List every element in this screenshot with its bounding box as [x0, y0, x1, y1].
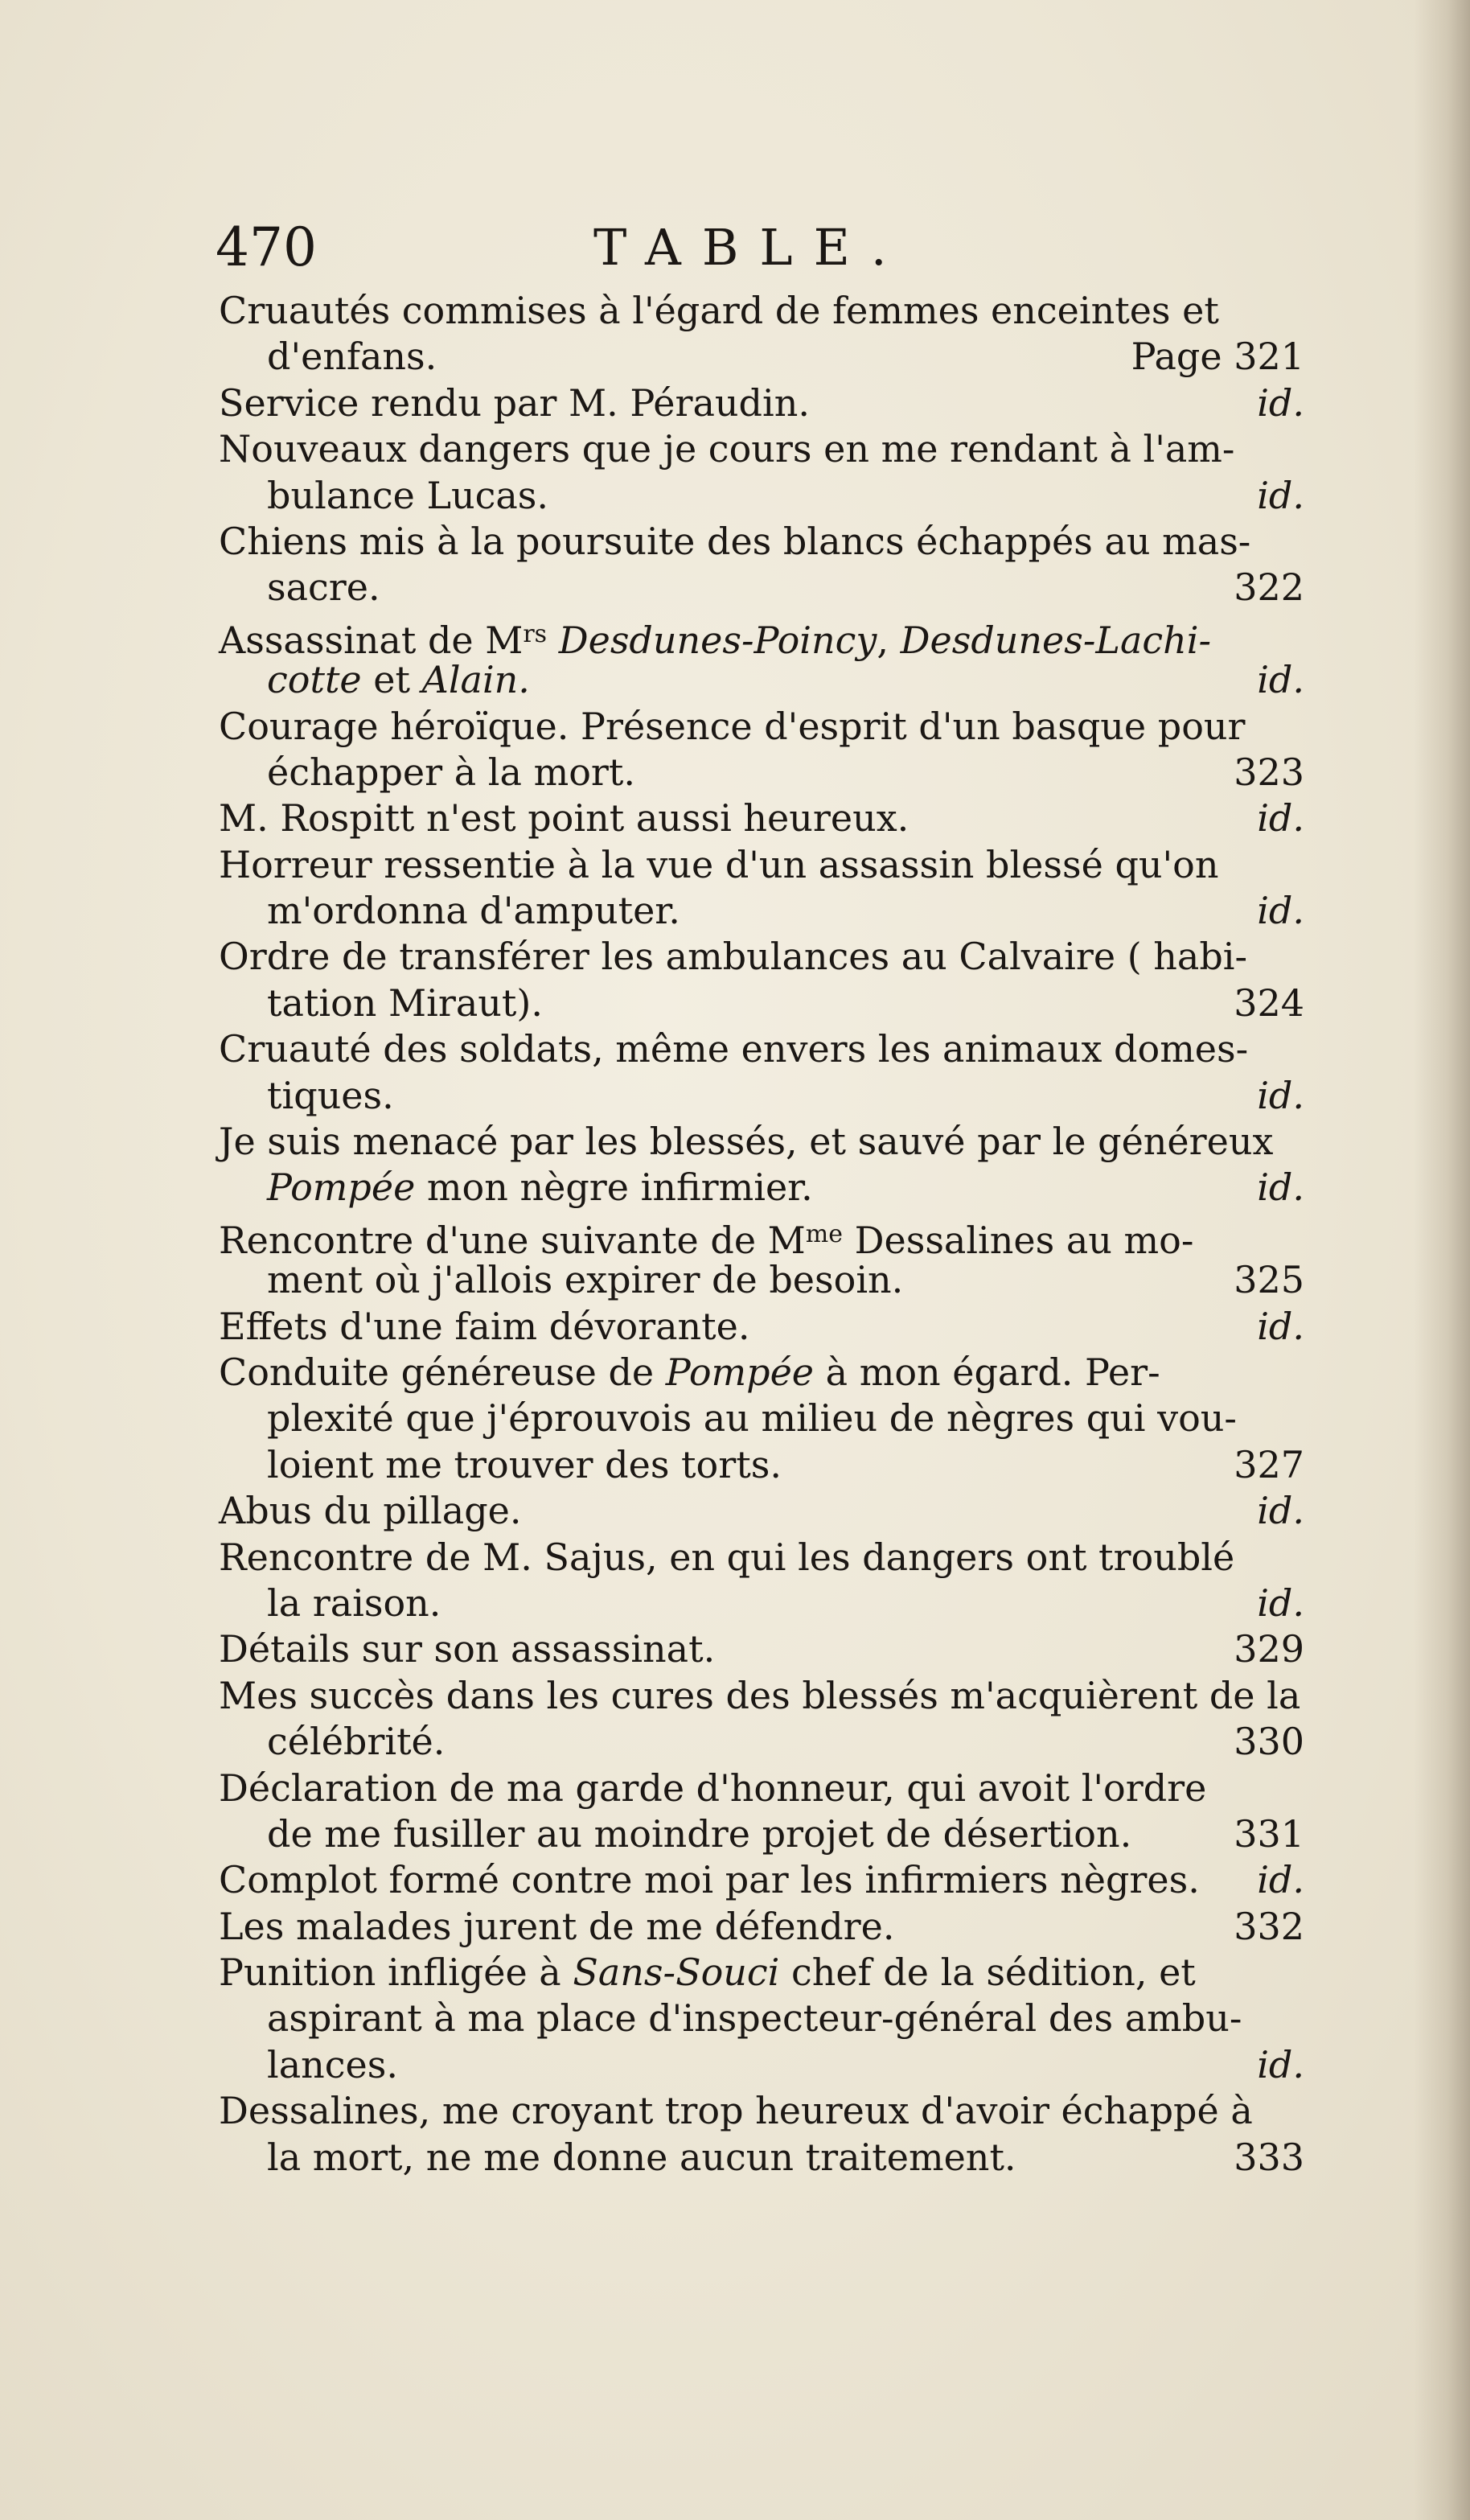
toc-page-ref: 327	[1234, 1442, 1304, 1486]
toc-entry-name: Desdunes-Poincy	[547, 618, 877, 662]
toc-entry-text: tiques.	[267, 1073, 394, 1117]
toc-page-ref: id.	[1257, 380, 1304, 425]
toc-entry-text: tation Miraut).	[267, 980, 543, 1025]
toc-superscript: rs	[523, 619, 548, 648]
toc-entry-text: plexité que j'éprouvois au milieu de nègres qui vou-	[267, 1396, 1237, 1441]
toc-entry-text: M. Rospitt n'est point aussi heureux.	[219, 796, 910, 841]
toc-entry-text: célébrité.	[267, 1720, 446, 1764]
toc-entry-text: bulance Lucas.	[267, 473, 549, 517]
page-gutter-shadow	[1414, 0, 1470, 2520]
toc-entry	[219, 704, 1304, 796]
toc-page-ref: id.	[1257, 796, 1304, 841]
toc-page-ref: 330	[1234, 1720, 1304, 1764]
toc-page-ref: id.	[1257, 1165, 1304, 1210]
toc-entry-text: Cruauté des soldats, même envers les animaux domes-	[219, 1027, 1249, 1071]
toc-entry-name: Alain.	[421, 658, 530, 702]
toc-entry-text: chef de la sédition, et	[779, 1951, 1196, 1995]
toc-entry-text: échapper à la mort.	[267, 750, 635, 794]
toc-entry	[219, 1904, 1304, 1950]
toc-entry-text: Abus du pillage.	[219, 1489, 522, 1533]
toc-entry	[219, 1535, 1304, 1627]
page-number: 470	[216, 216, 317, 278]
toc-page-ref: id.	[1257, 473, 1304, 517]
toc-entry-name: Sans-Souci	[573, 1951, 780, 1995]
toc-entry-text: Service rendu par M. Péraudin.	[219, 380, 810, 425]
toc-entry-text: Horreur ressentie à la vue d'un assassin blessé qu'on	[219, 842, 1219, 886]
table-of-contents	[219, 288, 1304, 2181]
toc-entry-text: la mort, ne me donne aucun traitement.	[267, 2135, 1016, 2179]
toc-entry	[219, 380, 1304, 426]
toc-page-ref: id.	[1257, 1073, 1304, 1117]
toc-entry	[219, 519, 1304, 611]
toc-page-ref: 329	[1234, 1627, 1304, 1671]
toc-entry-text: Conduite généreuse de	[219, 1350, 666, 1394]
toc-entry	[219, 1673, 1304, 1766]
toc-entry-text: Rencontre d'une suivante de M	[219, 1218, 806, 1262]
toc-superscript: me	[805, 1219, 843, 1248]
toc-entry-text: aspirant à ma place d'inspecteur-général des ambu-	[267, 1996, 1242, 2041]
toc-entry-text: Mes succès dans les cures des blessés m'acquièrent de la	[219, 1673, 1301, 1717]
toc-entry	[219, 288, 1304, 380]
toc-entry-text: sacre.	[267, 565, 380, 610]
toc-entry	[219, 611, 1304, 704]
toc-entry	[219, 1304, 1304, 1350]
toc-entry-text: ment où j'allois expirer de besoin.	[267, 1258, 904, 1302]
toc-entry-text: lances.	[267, 2042, 398, 2086]
toc-entry-text: Nouveaux dangers que je cours en me rendant à l'am-	[219, 427, 1235, 471]
toc-entry-text: Rencontre de M. Sajus, en qui les dangers ont troublé	[219, 1535, 1235, 1579]
toc-entry-text: Dessalines au mo-	[842, 1218, 1194, 1262]
toc-entry-text: Déclaration de ma garde d'honneur, qui avoit l'ordre	[219, 1766, 1207, 1810]
toc-entry	[219, 1211, 1304, 1304]
toc-entry-text: mon nègre infirmier.	[415, 1165, 813, 1210]
toc-entry-text: Je suis menacé par les blessés, et sauvé par le généreux	[219, 1120, 1274, 1164]
toc-entry-text: Ordre de transférer les ambulances au Calvaire ( habi-	[219, 935, 1248, 979]
toc-entry	[219, 1626, 1304, 1672]
toc-entry	[219, 2088, 1304, 2181]
toc-entry-text: et	[361, 658, 422, 702]
toc-page-ref: 333	[1234, 2135, 1304, 2179]
toc-entry-name: Pompée	[665, 1350, 815, 1394]
toc-page-ref: id.	[1257, 889, 1304, 933]
toc-entry-text: Détails sur son assassinat.	[219, 1627, 716, 1671]
toc-entry-text: d'enfans.	[267, 335, 437, 379]
toc-entry-text: ,	[877, 618, 901, 662]
page-header	[216, 211, 1317, 285]
toc-entry	[219, 934, 1304, 1026]
toc-entry-text: Chiens mis à la poursuite des blancs échappés au mas-	[219, 519, 1251, 563]
toc-entry-text: loient me trouver des torts.	[267, 1442, 782, 1486]
toc-entry	[219, 1766, 1304, 1858]
toc-page-ref: 325	[1234, 1258, 1304, 1302]
toc-entry	[219, 842, 1304, 935]
toc-entry-text: Complot formé contre moi par les infirmiers nègres.	[219, 1858, 1200, 1902]
toc-entry-text: Courage héroïque. Présence d'esprit d'un basque pour	[219, 704, 1246, 748]
toc-page-ref: id.	[1257, 1489, 1304, 1533]
toc-page-ref: id.	[1257, 1858, 1304, 1902]
toc-entry-name: Pompée	[267, 1165, 416, 1210]
toc-page-ref: id.	[1257, 1581, 1304, 1625]
toc-page-ref: 322	[1234, 565, 1304, 610]
toc-page-ref: Page 321	[1131, 335, 1304, 379]
toc-entry-text: Dessalines, me croyant trop heureux d'avoir échappé à	[219, 2089, 1253, 2133]
toc-entry	[219, 1350, 1304, 1488]
toc-entry-text: m'ordonna d'amputer.	[267, 889, 680, 933]
toc-page-ref: 331	[1234, 1811, 1304, 1856]
toc-entry	[219, 1026, 1304, 1119]
toc-entry	[219, 795, 1304, 841]
toc-entry-name: cotte	[267, 658, 362, 702]
toc-entry	[219, 426, 1304, 519]
toc-entry-text: Assassinat de M	[219, 618, 524, 662]
toc-page-ref: 324	[1234, 980, 1304, 1025]
toc-entry-name: Desdunes-Lachi-	[900, 618, 1212, 662]
toc-page-ref: id.	[1257, 658, 1304, 702]
toc-entry-text: Effets d'une faim dévorante.	[219, 1304, 750, 1348]
toc-page-ref: id.	[1257, 2042, 1304, 2086]
toc-entry	[219, 1950, 1304, 2088]
toc-entry-text: Cruautés commises à l'égard de femmes enceintes et	[219, 289, 1219, 332]
toc-entry-text: Les malades jurent de me défendre.	[219, 1904, 895, 1948]
toc-entry-text: de me fusiller au moindre projet de désertion.	[267, 1811, 1132, 1856]
toc-page-ref: id.	[1257, 1304, 1304, 1348]
toc-entry-text: Punition infligée à	[219, 1951, 573, 1995]
toc-entry-text: la raison.	[267, 1581, 441, 1625]
toc-entry	[219, 1857, 1304, 1903]
running-title: TABLE.	[593, 218, 908, 277]
toc-page-ref: 323	[1234, 750, 1304, 794]
toc-entry	[219, 1488, 1304, 1534]
toc-entry-text: à mon égard. Per-	[814, 1350, 1160, 1394]
toc-page-ref: 332	[1234, 1904, 1304, 1948]
toc-entry	[219, 1119, 1304, 1211]
